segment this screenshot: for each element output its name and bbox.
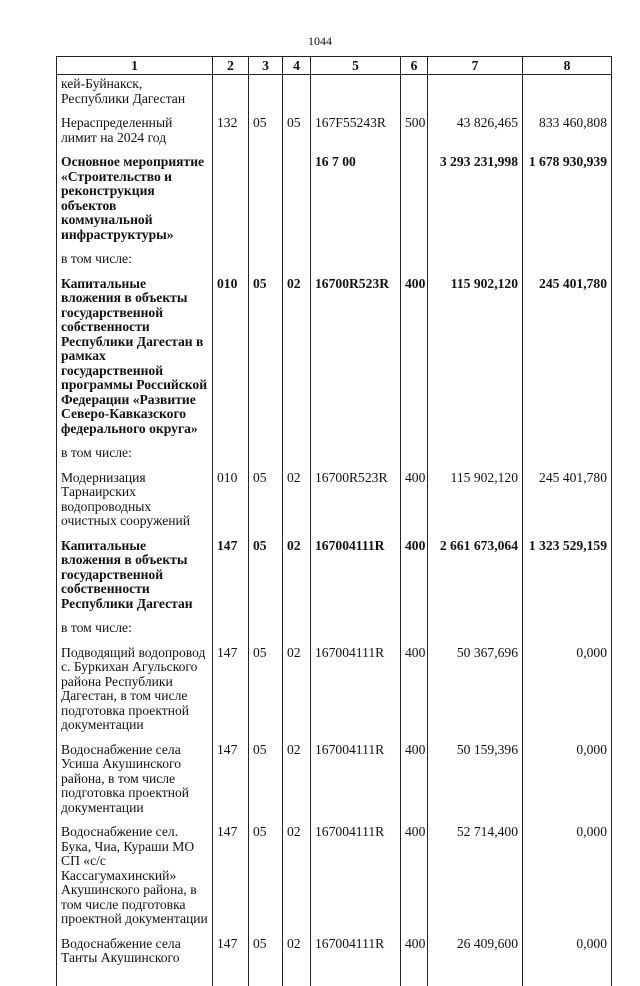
row-amount-col8: 0,000 [523, 644, 612, 741]
table-row [57, 537, 612, 620]
row-subsection: 02 [283, 275, 311, 445]
row-target-article [311, 75, 401, 115]
table-row [57, 935, 612, 986]
row-expense-type: 400 [401, 644, 428, 741]
table-row [57, 444, 612, 469]
row-expense-type [401, 444, 428, 469]
row-admin-code: 147 [213, 935, 249, 986]
row-expense-type: 400 [401, 469, 428, 537]
row-expense-type: 400 [401, 823, 428, 935]
row-target-article [311, 444, 401, 469]
row-target-article: 167F55243R [311, 114, 401, 153]
row-amount-col8: 0,000 [523, 823, 612, 935]
row-name: Капитальные вложения в объекты государственной собственности Республики Дагестан в рамках государственной программы Российской Федерации «Развитие Северо-Кавказского федерального округа» [57, 275, 213, 445]
row-subsection: 02 [283, 469, 311, 537]
row-expense-type [401, 153, 428, 250]
row-section [249, 444, 283, 469]
row-amount-col7: 3 293 231,998 [428, 153, 523, 250]
row-admin-code [213, 250, 249, 275]
row-admin-code: 010 [213, 275, 249, 445]
row-target-article: 167004111R [311, 935, 401, 986]
row-subsection [283, 153, 311, 250]
row-name: в том числе: [57, 444, 213, 469]
row-amount-col7 [428, 75, 523, 115]
row-expense-type: 400 [401, 935, 428, 986]
table-row [57, 75, 612, 115]
row-amount-col8 [523, 444, 612, 469]
row-section: 05 [249, 935, 283, 986]
row-subsection [283, 444, 311, 469]
header-cell-8: 8 [523, 57, 612, 75]
row-target-article: 167004111R [311, 823, 401, 935]
header-row [57, 57, 612, 75]
row-target-article: 167004111R [311, 741, 401, 824]
row-subsection: 02 [283, 935, 311, 986]
row-subsection: 02 [283, 741, 311, 824]
row-subsection [283, 619, 311, 644]
row-amount-col8: 0,000 [523, 935, 612, 986]
row-name: в том числе: [57, 250, 213, 275]
row-section: 05 [249, 644, 283, 741]
row-expense-type [401, 250, 428, 275]
row-section: 05 [249, 537, 283, 620]
row-subsection [283, 75, 311, 115]
header-cell-3: 3 [249, 57, 283, 75]
row-name: Водоснабжение села Танты Акушинского [57, 935, 213, 986]
row-subsection [283, 250, 311, 275]
page-number: 1044 [308, 34, 332, 48]
row-target-article: 167004111R [311, 644, 401, 741]
table-row [57, 114, 612, 153]
row-admin-code [213, 619, 249, 644]
row-subsection: 05 [283, 114, 311, 153]
table-row [57, 250, 612, 275]
header-cell-7: 7 [428, 57, 523, 75]
row-expense-type: 400 [401, 537, 428, 620]
row-amount-col8: 1 678 930,939 [523, 153, 612, 250]
table-row [57, 823, 612, 935]
row-name: в том числе: [57, 619, 213, 644]
budget-table [56, 56, 612, 986]
row-section [249, 619, 283, 644]
row-target-article: 167004111R [311, 537, 401, 620]
row-section [249, 153, 283, 250]
table-body [57, 75, 612, 986]
row-amount-col7 [428, 619, 523, 644]
row-amount-col8 [523, 250, 612, 275]
row-amount-col8: 1 323 529,159 [523, 537, 612, 620]
row-admin-code: 147 [213, 823, 249, 935]
row-amount-col7 [428, 250, 523, 275]
row-subsection: 02 [283, 537, 311, 620]
row-name: Основное мероприятие «Строительство и реконструкция объектов коммунальной инфраструктуры» [57, 153, 213, 250]
row-name: Модернизация Тарнаирских водопроводных очистных сооружений [57, 469, 213, 537]
row-admin-code: 010 [213, 469, 249, 537]
row-amount-col8: 833 460,808 [523, 114, 612, 153]
row-name: Водоснабжение сел. Бука, Чиа, Кураши МО СП «с/с Кассагумахинский» Акушинского района, в том числе подготовка проектной документации [57, 823, 213, 935]
row-section: 05 [249, 275, 283, 445]
table-row [57, 741, 612, 824]
row-amount-col8 [523, 619, 612, 644]
table-row [57, 153, 612, 250]
row-admin-code: 147 [213, 537, 249, 620]
row-amount-col8: 0,000 [523, 741, 612, 824]
row-expense-type [401, 75, 428, 115]
row-name: кей-Буйнакск, Республики Дагестан [57, 75, 213, 115]
row-target-article [311, 619, 401, 644]
table-row [57, 469, 612, 537]
row-amount-col7: 115 902,120 [428, 469, 523, 537]
row-amount-col7: 2 661 673,064 [428, 537, 523, 620]
row-amount-col8: 245 401,780 [523, 469, 612, 537]
row-amount-col7: 115 902,120 [428, 275, 523, 445]
row-amount-col7: 50 367,696 [428, 644, 523, 741]
row-amount-col7: 43 826,465 [428, 114, 523, 153]
table-row [57, 644, 612, 741]
row-target-article [311, 250, 401, 275]
header-cell-6: 6 [401, 57, 428, 75]
row-admin-code [213, 444, 249, 469]
row-name: Нераспределенный лимит на 2024 год [57, 114, 213, 153]
row-amount-col8 [523, 75, 612, 115]
row-amount-col7: 52 714,400 [428, 823, 523, 935]
row-admin-code [213, 153, 249, 250]
row-target-article: 16700R523R [311, 275, 401, 445]
row-admin-code [213, 75, 249, 115]
row-admin-code: 132 [213, 114, 249, 153]
header-cell-4: 4 [283, 57, 311, 75]
row-section [249, 75, 283, 115]
row-subsection: 02 [283, 644, 311, 741]
table-row [57, 275, 612, 445]
row-name: Подводящий водопровод с. Буркихан Агульского района Республики Дагестан, в том числе подготовка проектной документации [57, 644, 213, 741]
row-target-article: 16 7 00 [311, 153, 401, 250]
header-cell-1: 1 [57, 57, 213, 75]
table-row [57, 619, 612, 644]
row-amount-col7: 26 409,600 [428, 935, 523, 986]
row-section [249, 250, 283, 275]
row-section: 05 [249, 469, 283, 537]
row-expense-type: 400 [401, 275, 428, 445]
row-subsection: 02 [283, 823, 311, 935]
row-amount-col7 [428, 444, 523, 469]
header-cell-5: 5 [311, 57, 401, 75]
row-section: 05 [249, 114, 283, 153]
row-target-article: 16700R523R [311, 469, 401, 537]
header-cell-2: 2 [213, 57, 249, 75]
row-expense-type: 400 [401, 741, 428, 824]
row-name: Водоснабжение села Усиша Акушинского района, в том числе подготовка проектной документации [57, 741, 213, 824]
row-admin-code: 147 [213, 741, 249, 824]
row-section: 05 [249, 741, 283, 824]
row-amount-col8: 245 401,780 [523, 275, 612, 445]
row-name: Капитальные вложения в объекты государственной собственности Республики Дагестан [57, 537, 213, 620]
row-expense-type: 500 [401, 114, 428, 153]
row-section: 05 [249, 823, 283, 935]
row-admin-code: 147 [213, 644, 249, 741]
row-expense-type [401, 619, 428, 644]
row-amount-col7: 50 159,396 [428, 741, 523, 824]
